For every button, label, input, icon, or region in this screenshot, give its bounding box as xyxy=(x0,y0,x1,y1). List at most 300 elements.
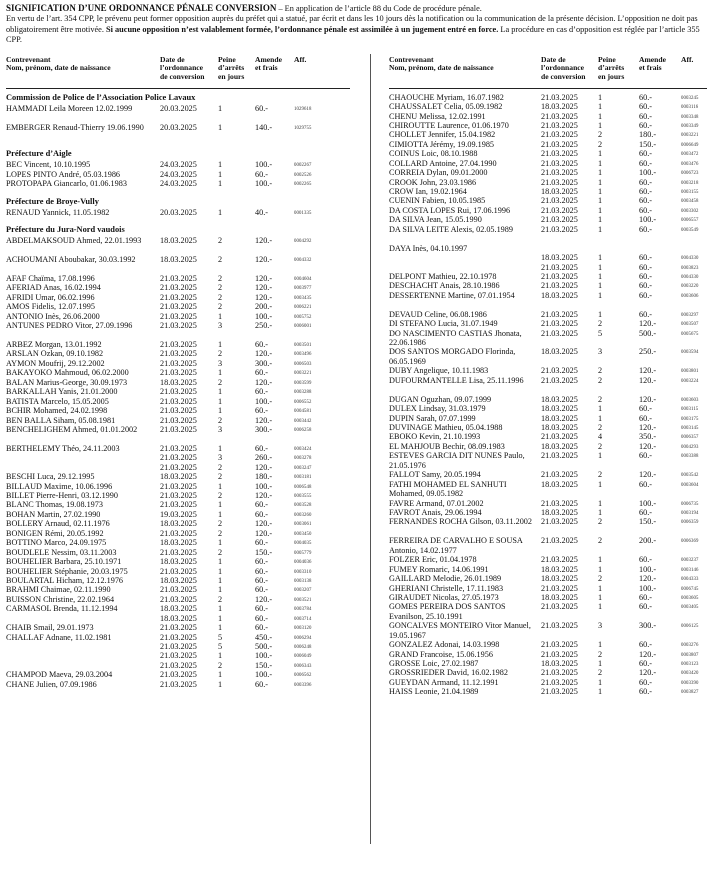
cell-peine: 2 xyxy=(598,441,603,451)
cell-name: CHAIB Smail, 29.01.1973 xyxy=(6,623,94,633)
cell-amende: 180.- xyxy=(255,472,273,482)
cell-peine: 1 xyxy=(598,479,603,489)
table-row xyxy=(389,140,707,149)
cell-peine: 2 xyxy=(218,236,223,246)
table-row xyxy=(6,519,350,528)
cell-peine: 2 xyxy=(218,462,223,472)
cell-amende: 120.- xyxy=(639,668,657,678)
cell-name: FERREIRA DE CARVALHO E SOUSA Antonio, 14.02.1977 xyxy=(389,536,523,555)
cell-date: 18.03.2025 xyxy=(160,472,197,482)
cell-aff-code: 0004293 xyxy=(681,444,699,450)
cell-amende: 150.- xyxy=(255,660,273,670)
cell-amende: 60.- xyxy=(255,500,268,510)
cell-aff-code: 0006357 xyxy=(681,435,699,441)
cell-amende: 60.- xyxy=(255,340,268,350)
cell-aff-code: 0003194 xyxy=(681,510,699,516)
cell-aff-code: 0001335 xyxy=(294,210,312,216)
notice-text-bold: Si aucune opposition n’est valablement formée, l’ordonnance pénale est assimilée à un jugement entré en force. xyxy=(106,24,499,34)
cell-amende: 60.- xyxy=(255,575,268,585)
cell-peine: 1 xyxy=(598,451,603,461)
cell-amende: 200.- xyxy=(255,302,273,312)
cell-name: ANTUNES PEDRO Vitor, 27.09.1996 xyxy=(6,321,133,331)
cell-aff-code: 0003603 xyxy=(681,397,699,403)
cell-amende: 60.- xyxy=(639,253,652,263)
cell-peine: 2 xyxy=(218,292,223,302)
cell-aff-code: 0003606 xyxy=(681,293,699,299)
cell-peine: 1 xyxy=(598,564,603,574)
header-date: Date de l’ordonnance de conversion xyxy=(541,54,586,81)
cell-name: ACHOUMANI Aboubakar, 30.03.1992 xyxy=(6,255,136,265)
cell-name: BEN BALLA Siham, 05.08.1981 xyxy=(6,415,116,425)
cell-amende: 60.- xyxy=(639,262,652,272)
table-row xyxy=(389,159,707,168)
cell-peine: 2 xyxy=(218,491,223,501)
section-heading: Commission de Police de l’Association Police Lavaux xyxy=(6,92,196,102)
cell-amende: 60.- xyxy=(255,613,268,623)
cell-name: DESSERTENNE Martine, 07.01.1954 xyxy=(389,290,515,300)
cell-name: COINUS Loic, 08.10.1988 xyxy=(389,149,478,159)
notice-text-end: La procédure en cas d’opposition est réglée par l’article 355 CPP. xyxy=(6,24,700,45)
cell-peine: 3 xyxy=(218,358,223,368)
cell-peine: 2 xyxy=(598,375,603,385)
cell-amende: 60.- xyxy=(639,187,652,196)
cell-amende: 60.- xyxy=(255,538,268,548)
cell-peine: 1 xyxy=(598,187,603,196)
cell-aff-code: 0006503 xyxy=(294,361,312,367)
cell-amende: 300.- xyxy=(255,424,273,434)
cell-amende: 120.- xyxy=(255,462,273,472)
cell-aff-code: 0003388 xyxy=(681,454,699,460)
table-row xyxy=(389,329,707,348)
table-row xyxy=(389,263,707,272)
table-row xyxy=(6,416,350,425)
cell-date: 24.03.2025 xyxy=(160,179,197,189)
cell-aff-code: 0003472 xyxy=(681,152,699,158)
cell-name: DA SILVA Jean, 15.05.1990 xyxy=(389,215,482,225)
table-row xyxy=(389,480,707,499)
cell-aff-code: 0003288 xyxy=(294,390,312,396)
table-row xyxy=(6,510,350,519)
cell-amende: 120.- xyxy=(255,273,273,283)
table-row xyxy=(6,661,350,670)
cell-date: 18.03.2025 xyxy=(541,423,578,433)
cell-name: BALAN Marius-George, 30.09.1973 xyxy=(6,377,128,387)
cell-aff-code: 0006552 xyxy=(294,399,312,405)
cell-date: 21.03.2025 xyxy=(541,677,578,687)
cell-amende: 60.- xyxy=(639,177,652,187)
table-row xyxy=(389,659,707,668)
cell-peine: 2 xyxy=(598,536,603,546)
cell-date: 21.03.2025 xyxy=(541,149,578,159)
cell-name: BAKAYOKO Mahmoud, 06.02.2000 xyxy=(6,368,129,378)
cell-name: RENAUD Yannick, 11.05.1982 xyxy=(6,207,110,217)
table-row xyxy=(6,368,350,377)
cell-name: DO NASCIMENTO CASTIAS Jhonata, 22.06.1986 xyxy=(389,328,522,348)
cell-amende: 100.- xyxy=(255,651,273,661)
cell-aff-code: 0003501 xyxy=(294,343,312,349)
listing-columns xyxy=(6,54,707,844)
header-aff: Aff. xyxy=(294,54,307,64)
cell-amende: 60.- xyxy=(639,205,652,215)
cell-amende: 60.- xyxy=(255,443,268,453)
cell-aff-code: 0006125 xyxy=(681,624,699,630)
cell-date: 21.03.2025 xyxy=(541,432,578,442)
cell-aff-code: 0003221 xyxy=(294,371,312,377)
cell-name: DELPONT Mathieu, 22.10.1978 xyxy=(389,271,497,281)
cell-date: 21.03.2025 xyxy=(541,517,578,527)
cell-peine: 1 xyxy=(598,583,603,593)
cell-peine: 1 xyxy=(218,670,223,680)
cell-aff-code: 0003218 xyxy=(681,180,699,186)
table-row xyxy=(389,508,707,517)
table-row xyxy=(6,302,350,311)
cell-date: 20.03.2025 xyxy=(160,103,197,113)
cell-aff-code: 0004330 xyxy=(681,274,699,280)
cell-peine: 1 xyxy=(598,253,603,263)
cell-name: BEC Vincent, 10.10.1995 xyxy=(6,160,91,170)
cell-date: 18.03.2025 xyxy=(160,604,197,614)
table-row xyxy=(389,178,707,187)
cell-peine: 1 xyxy=(598,640,603,650)
cell-date: 21.03.2025 xyxy=(160,632,197,642)
table-row xyxy=(6,104,350,123)
cell-date: 18.03.2025 xyxy=(541,441,578,451)
cell-name: DUVINAGE Mathieu, 05.04.1988 xyxy=(389,423,503,433)
cell-peine: 2 xyxy=(218,472,223,482)
cell-peine: 1 xyxy=(218,406,223,416)
cell-amende: 120.- xyxy=(255,377,273,387)
cell-date: 21.03.2025 xyxy=(160,594,197,604)
table-row xyxy=(6,274,350,283)
cell-name: BOLLERY Arnaud, 02.11.1976 xyxy=(6,519,110,529)
cell-aff-code: 0002267 xyxy=(294,163,312,169)
cell-name: CHIROUTTE Laurence, 01.06.1970 xyxy=(389,120,509,130)
table-row xyxy=(389,93,707,102)
cell-date: 18.03.2025 xyxy=(541,347,578,357)
table-row xyxy=(389,442,707,451)
cell-date: 21.03.2025 xyxy=(541,158,578,168)
cell-date: 21.03.2025 xyxy=(160,623,197,633)
cell-date: 21.03.2025 xyxy=(541,196,578,206)
cell-aff-code: 0003237 xyxy=(681,558,699,564)
cell-peine: 1 xyxy=(598,205,603,215)
cell-peine: 1 xyxy=(598,592,603,602)
table-row xyxy=(389,347,707,366)
cell-amende: 120.- xyxy=(255,519,273,529)
cell-date: 18.03.2025 xyxy=(541,253,578,263)
table-row xyxy=(6,642,350,651)
table-row xyxy=(6,312,350,321)
cell-name: BOUHELIER Barbara, 25.10.1971 xyxy=(6,557,122,567)
table-row xyxy=(389,206,707,215)
cell-aff-code: 0006343 xyxy=(294,663,312,669)
cell-name: BATISTA Marcelo, 15.05.2005 xyxy=(6,396,109,406)
cell-name: BOUDLELE Nessim, 03.11.2003 xyxy=(6,547,117,557)
cell-date: 21.03.2025 xyxy=(160,292,197,302)
cell-peine: 2 xyxy=(218,377,223,387)
cell-date: 21.03.2025 xyxy=(541,139,578,149)
cell-amende: 60.- xyxy=(639,677,652,687)
cell-name: CHALLAF Adnane, 11.02.1981 xyxy=(6,632,112,642)
table-row xyxy=(389,499,707,508)
cell-date: 21.03.2025 xyxy=(541,451,578,461)
header-name: Contrevenant Nom, prénom, date de naissance xyxy=(6,54,111,73)
cell-amende: 250.- xyxy=(255,321,273,331)
table-row xyxy=(389,281,707,290)
cell-peine: 3 xyxy=(218,321,223,331)
cell-peine: 1 xyxy=(598,262,603,272)
cell-peine: 2 xyxy=(598,470,603,480)
cell-amende: 60.- xyxy=(639,592,652,602)
cell-peine: 1 xyxy=(598,659,603,669)
cell-date: 18.03.2025 xyxy=(541,404,578,414)
cell-peine: 1 xyxy=(598,677,603,687)
cell-aff-code: 0003348 xyxy=(681,114,699,120)
table-row xyxy=(6,651,350,660)
header-name: Contrevenant Nom, prénom, date de naissance xyxy=(389,54,494,73)
table-row xyxy=(389,225,707,244)
cell-date: 21.03.2025 xyxy=(541,281,578,291)
table-row xyxy=(389,253,707,262)
cell-peine: 5 xyxy=(598,328,603,338)
cell-aff-code: 0003175 xyxy=(681,416,699,422)
cell-peine: 1 xyxy=(218,585,223,595)
table-row xyxy=(389,130,707,139)
cell-peine: 1 xyxy=(598,177,603,187)
cell-peine: 2 xyxy=(598,366,603,376)
cell-amende: 60.- xyxy=(639,149,652,159)
cell-date: 21.03.2025 xyxy=(541,177,578,187)
cell-name: GOMES PEREIRA DOS SANTOS Evanilson, 25.10.1991 xyxy=(389,602,506,621)
cell-date: 21.03.2025 xyxy=(160,566,197,576)
table-row xyxy=(389,678,707,687)
cell-aff-code: 0003405 xyxy=(681,605,699,611)
table-row xyxy=(6,406,350,415)
cell-aff-code: 0003245 xyxy=(681,95,699,101)
table-row xyxy=(6,425,350,444)
cell-date: 21.03.2025 xyxy=(541,271,578,281)
cell-date: 21.03.2025 xyxy=(541,262,578,272)
table-row xyxy=(389,621,707,640)
cell-peine: 1 xyxy=(218,651,223,661)
cell-date: 18.03.2025 xyxy=(541,564,578,574)
cell-amende: 60.- xyxy=(255,566,268,576)
cell-name: DOS SANTOS MORGADO Florinda, 06.05.1969 xyxy=(389,347,516,366)
cell-date: 18.03.2025 xyxy=(160,538,197,548)
cell-date: 21.03.2025 xyxy=(160,642,197,652)
section-heading: Préfecture du Jura-Nord vaudois xyxy=(6,225,125,235)
cell-name: BILLAUD Maxime, 10.06.1996 xyxy=(6,481,113,491)
cell-aff-code: 0003450 xyxy=(294,531,312,537)
cell-aff-code: 0003278 xyxy=(294,456,312,462)
cell-amende: 120.- xyxy=(639,394,657,404)
cell-aff-code: 0003302 xyxy=(681,208,699,214)
cell-peine: 3 xyxy=(218,453,223,463)
cell-amende: 60.- xyxy=(255,585,268,595)
table-row xyxy=(6,548,350,557)
cell-peine: 1 xyxy=(218,160,223,170)
cell-amende: 100.- xyxy=(255,160,273,170)
cell-aff-code: 0004604 xyxy=(294,276,312,282)
cell-amende: 120.- xyxy=(255,415,273,425)
cell-date: 21.03.2025 xyxy=(160,547,197,557)
cell-date: 21.03.2025 xyxy=(541,621,578,631)
cell-date: 21.03.2025 xyxy=(160,387,197,397)
cell-aff-code: 0003442 xyxy=(294,418,312,424)
cell-name: ABDELMAKSOUD Ahmed, 22.01.1993 xyxy=(6,236,142,246)
table-row xyxy=(6,623,350,632)
cell-peine: 1 xyxy=(218,679,223,689)
cell-date: 21.03.2025 xyxy=(160,415,197,425)
cell-peine: 1 xyxy=(218,387,223,397)
cell-name: CHAOUCHE Myriam, 16.07.1982 xyxy=(389,92,504,102)
table-row xyxy=(6,340,350,349)
table-row xyxy=(389,404,707,413)
cell-date: 21.03.2025 xyxy=(541,224,578,234)
cell-name: GUEYDAN Armand, 11.12.1991 xyxy=(389,677,499,687)
table-row xyxy=(389,366,707,375)
cell-name: BOTTINO Marco, 24.09.1975 xyxy=(6,538,107,548)
cell-name: DI STEFANO Lucia, 31.07.1949 xyxy=(389,319,498,329)
cell-date: 18.03.2025 xyxy=(541,479,578,489)
table-row xyxy=(6,529,350,538)
cell-aff-code: 0003220 xyxy=(681,284,699,290)
table-row xyxy=(6,236,350,255)
table-row xyxy=(6,680,350,689)
cell-amende: 60.- xyxy=(639,507,652,517)
cell-aff-code: 0002526 xyxy=(294,172,312,178)
cell-date: 21.03.2025 xyxy=(160,462,197,472)
cell-aff-code: 0006745 xyxy=(681,586,699,592)
cell-name: CHOLLET Jennifer, 15.04.1982 xyxy=(389,130,496,140)
cell-amende: 100.- xyxy=(639,583,657,593)
cell-amende: 350.- xyxy=(639,432,657,442)
table-row xyxy=(6,453,350,462)
cell-name: ARSLAN Ozkan, 09.10.1982 xyxy=(6,349,104,359)
header-amende: Amende et frais xyxy=(639,54,666,73)
cell-date: 21.03.2025 xyxy=(160,311,197,321)
cell-aff-code: 0003507 xyxy=(681,322,699,328)
table-row xyxy=(6,293,350,302)
cell-aff-code: 0003801 xyxy=(681,369,699,375)
cell-amende: 60.- xyxy=(639,120,652,130)
cell-aff-code: 0003260 xyxy=(294,512,312,518)
table-row xyxy=(6,170,350,179)
cell-peine: 2 xyxy=(218,302,223,312)
cell-peine: 2 xyxy=(218,255,223,265)
cell-peine: 1 xyxy=(598,196,603,206)
table-row xyxy=(6,160,350,169)
cell-aff-code: 0003207 xyxy=(294,588,312,594)
cell-peine: 1 xyxy=(598,498,603,508)
cell-name: BUISSON Christine, 22.02.1964 xyxy=(6,594,115,604)
cell-amende: 150.- xyxy=(639,517,657,527)
cell-name: BILLET Pierre-Henri, 03.12.1990 xyxy=(6,491,118,501)
table-row xyxy=(389,291,707,310)
cell-amende: 60.- xyxy=(255,103,268,113)
cell-aff-code: 0006649 xyxy=(681,142,699,148)
cell-date: 21.03.2025 xyxy=(160,670,197,680)
cell-date: 21.03.2025 xyxy=(160,679,197,689)
cell-amende: 300.- xyxy=(639,621,657,631)
cell-name: CIMIOTTA Jérémy, 19.09.1985 xyxy=(389,139,495,149)
cell-amende: 60.- xyxy=(255,387,268,397)
cell-aff-code: 0003714 xyxy=(294,616,312,622)
cell-date: 21.03.2025 xyxy=(160,321,197,331)
left-table-body xyxy=(6,93,350,690)
cell-peine: 1 xyxy=(218,169,223,179)
cell-date: 21.03.2025 xyxy=(541,687,578,697)
cell-peine: 1 xyxy=(598,215,603,225)
cell-aff-code: 0003555 xyxy=(294,494,312,500)
cell-aff-code: 0006294 xyxy=(294,635,312,641)
cell-aff-code: 0004332 xyxy=(294,258,312,264)
table-row xyxy=(6,567,350,576)
cell-peine: 2 xyxy=(598,649,603,659)
cell-date: 21.03.2025 xyxy=(160,443,197,453)
cell-amende: 150.- xyxy=(639,139,657,149)
cell-aff-code: 0003784 xyxy=(294,607,312,613)
cell-aff-code: 0003146 xyxy=(681,567,699,573)
cell-date: 18.03.2025 xyxy=(541,413,578,423)
table-row xyxy=(6,500,350,509)
cell-amende: 500.- xyxy=(639,328,657,338)
cell-peine: 1 xyxy=(598,102,603,112)
cell-aff-code: 0003115 xyxy=(681,407,699,413)
cell-aff-code: 0006248 xyxy=(294,645,312,651)
cell-amende: 60.- xyxy=(255,368,268,378)
cell-name: DUGAN Oguzhan, 09.07.1999 xyxy=(389,394,492,404)
cell-date: 21.03.2025 xyxy=(541,328,578,338)
cell-date: 18.03.2025 xyxy=(160,557,197,567)
cell-amende: 100.- xyxy=(639,498,657,508)
cell-date: 21.03.2025 xyxy=(160,406,197,416)
table-row xyxy=(6,472,350,481)
cell-name: CUENIN Fabien, 10.05.1985 xyxy=(389,196,486,206)
cell-amende: 60.- xyxy=(639,281,652,291)
cell-amende: 180.- xyxy=(639,130,657,140)
table-row xyxy=(389,470,707,479)
cell-date: 21.03.2025 xyxy=(541,536,578,546)
cell-aff-code: 0003116 xyxy=(681,105,699,111)
cell-aff-code: 0005779 xyxy=(294,550,312,556)
cell-date: 21.03.2025 xyxy=(160,500,197,510)
cell-amende: 60.- xyxy=(639,224,652,234)
cell-peine: 1 xyxy=(598,111,603,121)
cell-date: 21.03.2025 xyxy=(541,130,578,140)
table-row xyxy=(389,565,707,574)
cell-name: BENCHELIGHEM Ahmed, 01.01.2002 xyxy=(6,424,138,434)
cell-aff-code: 0006548 xyxy=(294,484,312,490)
right-table-body xyxy=(389,93,707,697)
cell-peine: 1 xyxy=(598,120,603,130)
cell-date: 18.03.2025 xyxy=(541,592,578,602)
table-row xyxy=(6,378,350,387)
table-row xyxy=(389,555,707,564)
cell-name: DULEX Lindsay, 31.03.1979 xyxy=(389,404,486,414)
cell-amende: 60.- xyxy=(255,169,268,179)
cell-date: 21.03.2025 xyxy=(160,453,197,463)
table-row xyxy=(6,576,350,585)
cell-amende: 120.- xyxy=(255,283,273,293)
cell-name: COLLARD Antoine, 27.04.1990 xyxy=(389,158,497,168)
cell-aff-code: 0006735 xyxy=(681,501,699,507)
cell-name: CHAMPOD Maeva, 29.03.2004 xyxy=(6,670,113,680)
cell-amende: 60.- xyxy=(639,413,652,423)
cell-name: GRAND Francoise, 15.06.1956 xyxy=(389,649,493,659)
cell-amende: 60.- xyxy=(255,623,268,633)
cell-aff-code: 0003823 xyxy=(681,265,699,271)
